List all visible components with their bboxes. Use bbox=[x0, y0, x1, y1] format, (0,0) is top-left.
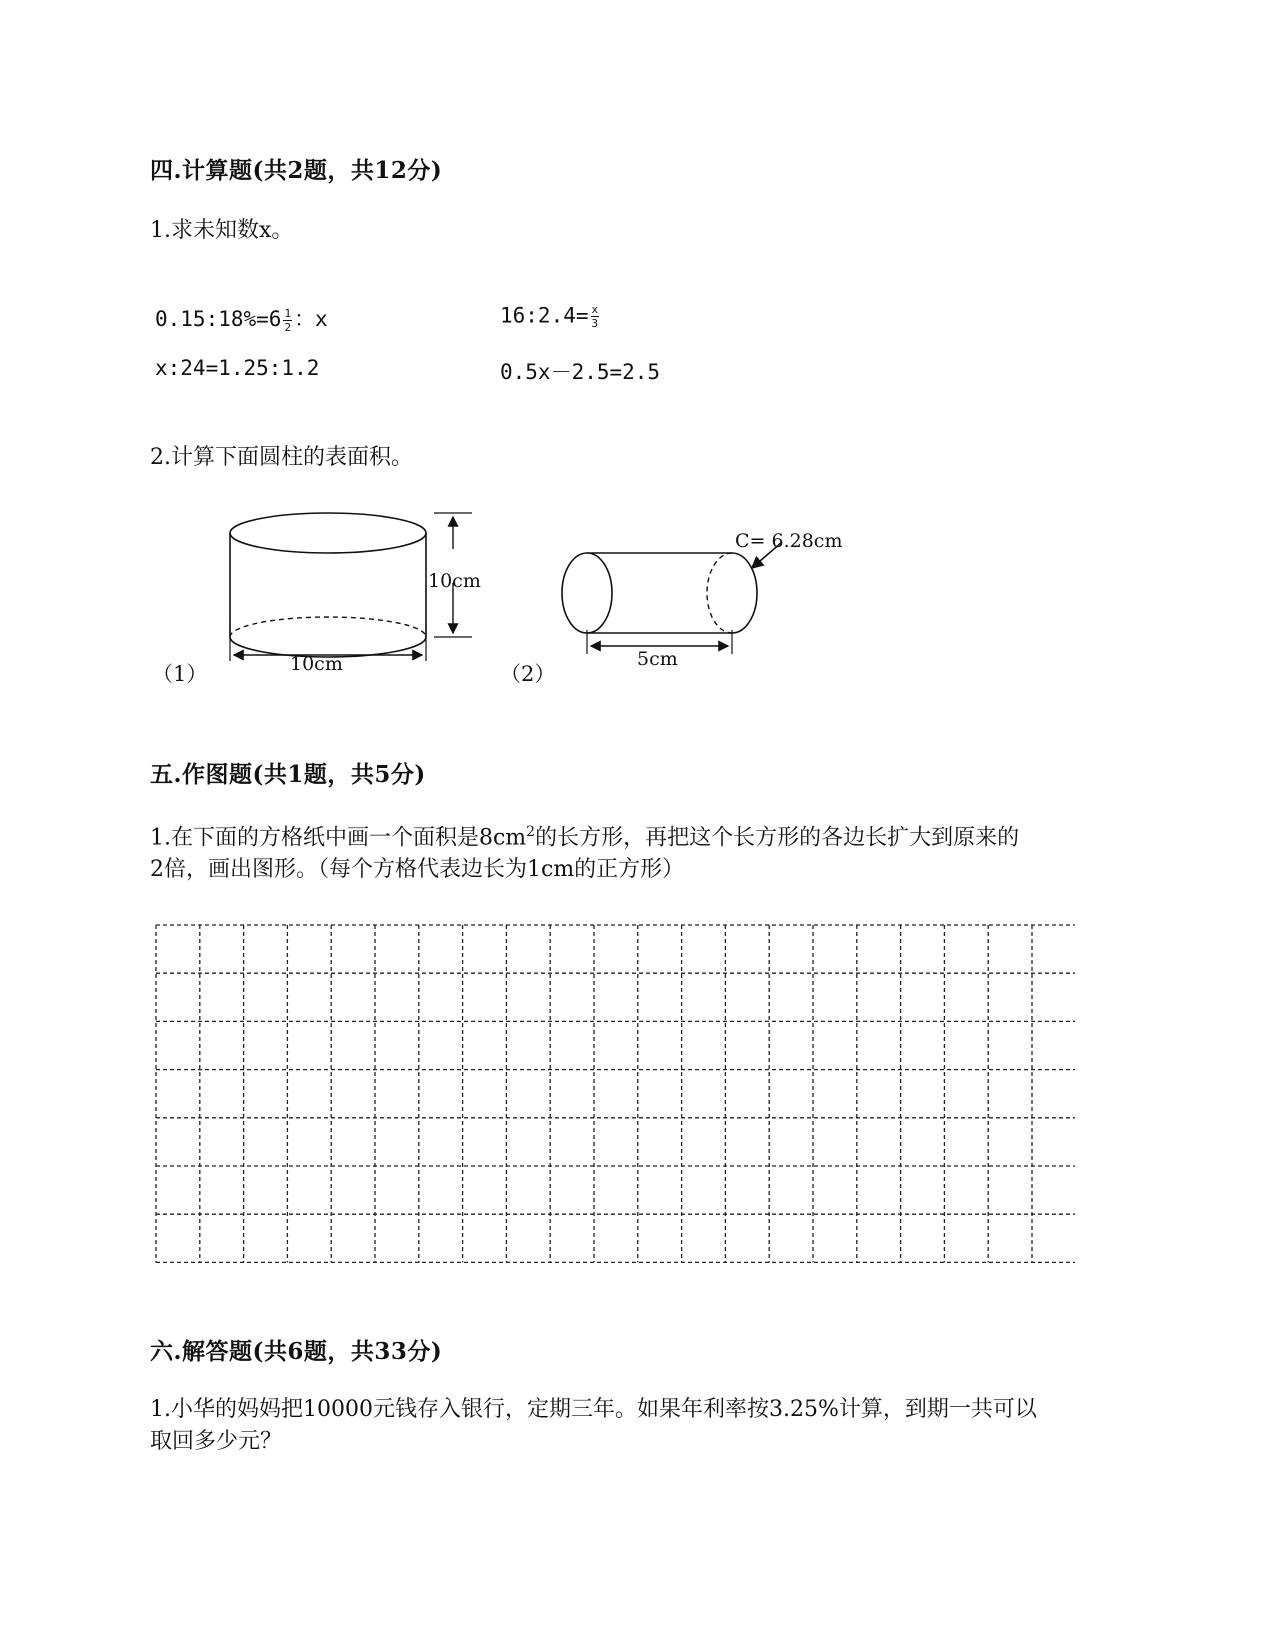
cylinder-right-front bbox=[732, 553, 757, 633]
equation-3: x:24=1.25:1.2 bbox=[155, 356, 320, 380]
cylinder-right-back-dashed bbox=[707, 553, 732, 633]
question5-1-line1-end: 的长方形，再把这个长方形的各边长扩大到原来的 bbox=[535, 825, 1020, 851]
question5-1-line1 bbox=[150, 822, 1150, 854]
question4-1-text: 1.求未知数x。 bbox=[150, 218, 294, 243]
question4-2-text: 2.计算下面圆柱的表面积。 bbox=[150, 445, 413, 470]
section4-title: 四.计算题(共2题，共12分) bbox=[150, 157, 443, 184]
figure-1-height-label: 10cm bbox=[428, 570, 481, 592]
question6-1-line2: 取回多少元？ bbox=[150, 1428, 283, 1454]
equation-1-right: ：x bbox=[294, 307, 328, 331]
fraction-denominator: 2 bbox=[284, 320, 292, 334]
section5-title: 五.作图题(共1题，共5分) bbox=[150, 761, 426, 788]
fraction-numerator: x bbox=[591, 303, 599, 316]
question6-1-text bbox=[150, 1394, 1150, 1458]
fraction-denominator: 3 bbox=[591, 317, 599, 330]
equation-2-left: 16:2.4= bbox=[500, 303, 589, 328]
figure-2-circumference-label: C= 6.28cm bbox=[735, 530, 843, 552]
question6-1-line1: 1.小华的妈妈把10000元钱存入银行，定期三年。如果年利率按3.25%计算，到期一共可以 bbox=[150, 1397, 1037, 1422]
question5-1-text bbox=[150, 822, 1150, 886]
square-grid-paper bbox=[155, 924, 1075, 1268]
equation-1-fraction bbox=[283, 307, 292, 334]
equation-2-fraction bbox=[591, 303, 600, 330]
superscript: 2 bbox=[526, 824, 536, 840]
question5-1-line1-start: 1.在下面的方格纸中画一个面积是8cm bbox=[150, 825, 527, 851]
equation-1-left: 0.15:18%=6 bbox=[155, 307, 282, 331]
equation-1 bbox=[155, 303, 328, 334]
figure-2-length-label: 5cm bbox=[637, 648, 678, 670]
cylinder-bottom-back-dashed bbox=[230, 617, 426, 637]
fraction-numerator: 1 bbox=[284, 306, 292, 320]
question5-1-line2: 2倍，画出图形。（每个方格代表边长为1cm的正方形） bbox=[150, 857, 685, 883]
figure-2-label: （2） bbox=[500, 662, 556, 686]
section6-title: 六.解答题(共6题，共33分) bbox=[150, 1338, 443, 1365]
grid-svg bbox=[155, 924, 1075, 1264]
equation-4: 0.5x－2.5=2.5 bbox=[500, 360, 661, 384]
figure-1-label: （1） bbox=[152, 662, 208, 686]
equation-2 bbox=[500, 303, 601, 330]
cylinder-left-ellipse bbox=[562, 553, 612, 633]
cylinder-top-ellipse bbox=[230, 513, 426, 553]
figure-1-diameter-label: 10cm bbox=[290, 653, 343, 675]
